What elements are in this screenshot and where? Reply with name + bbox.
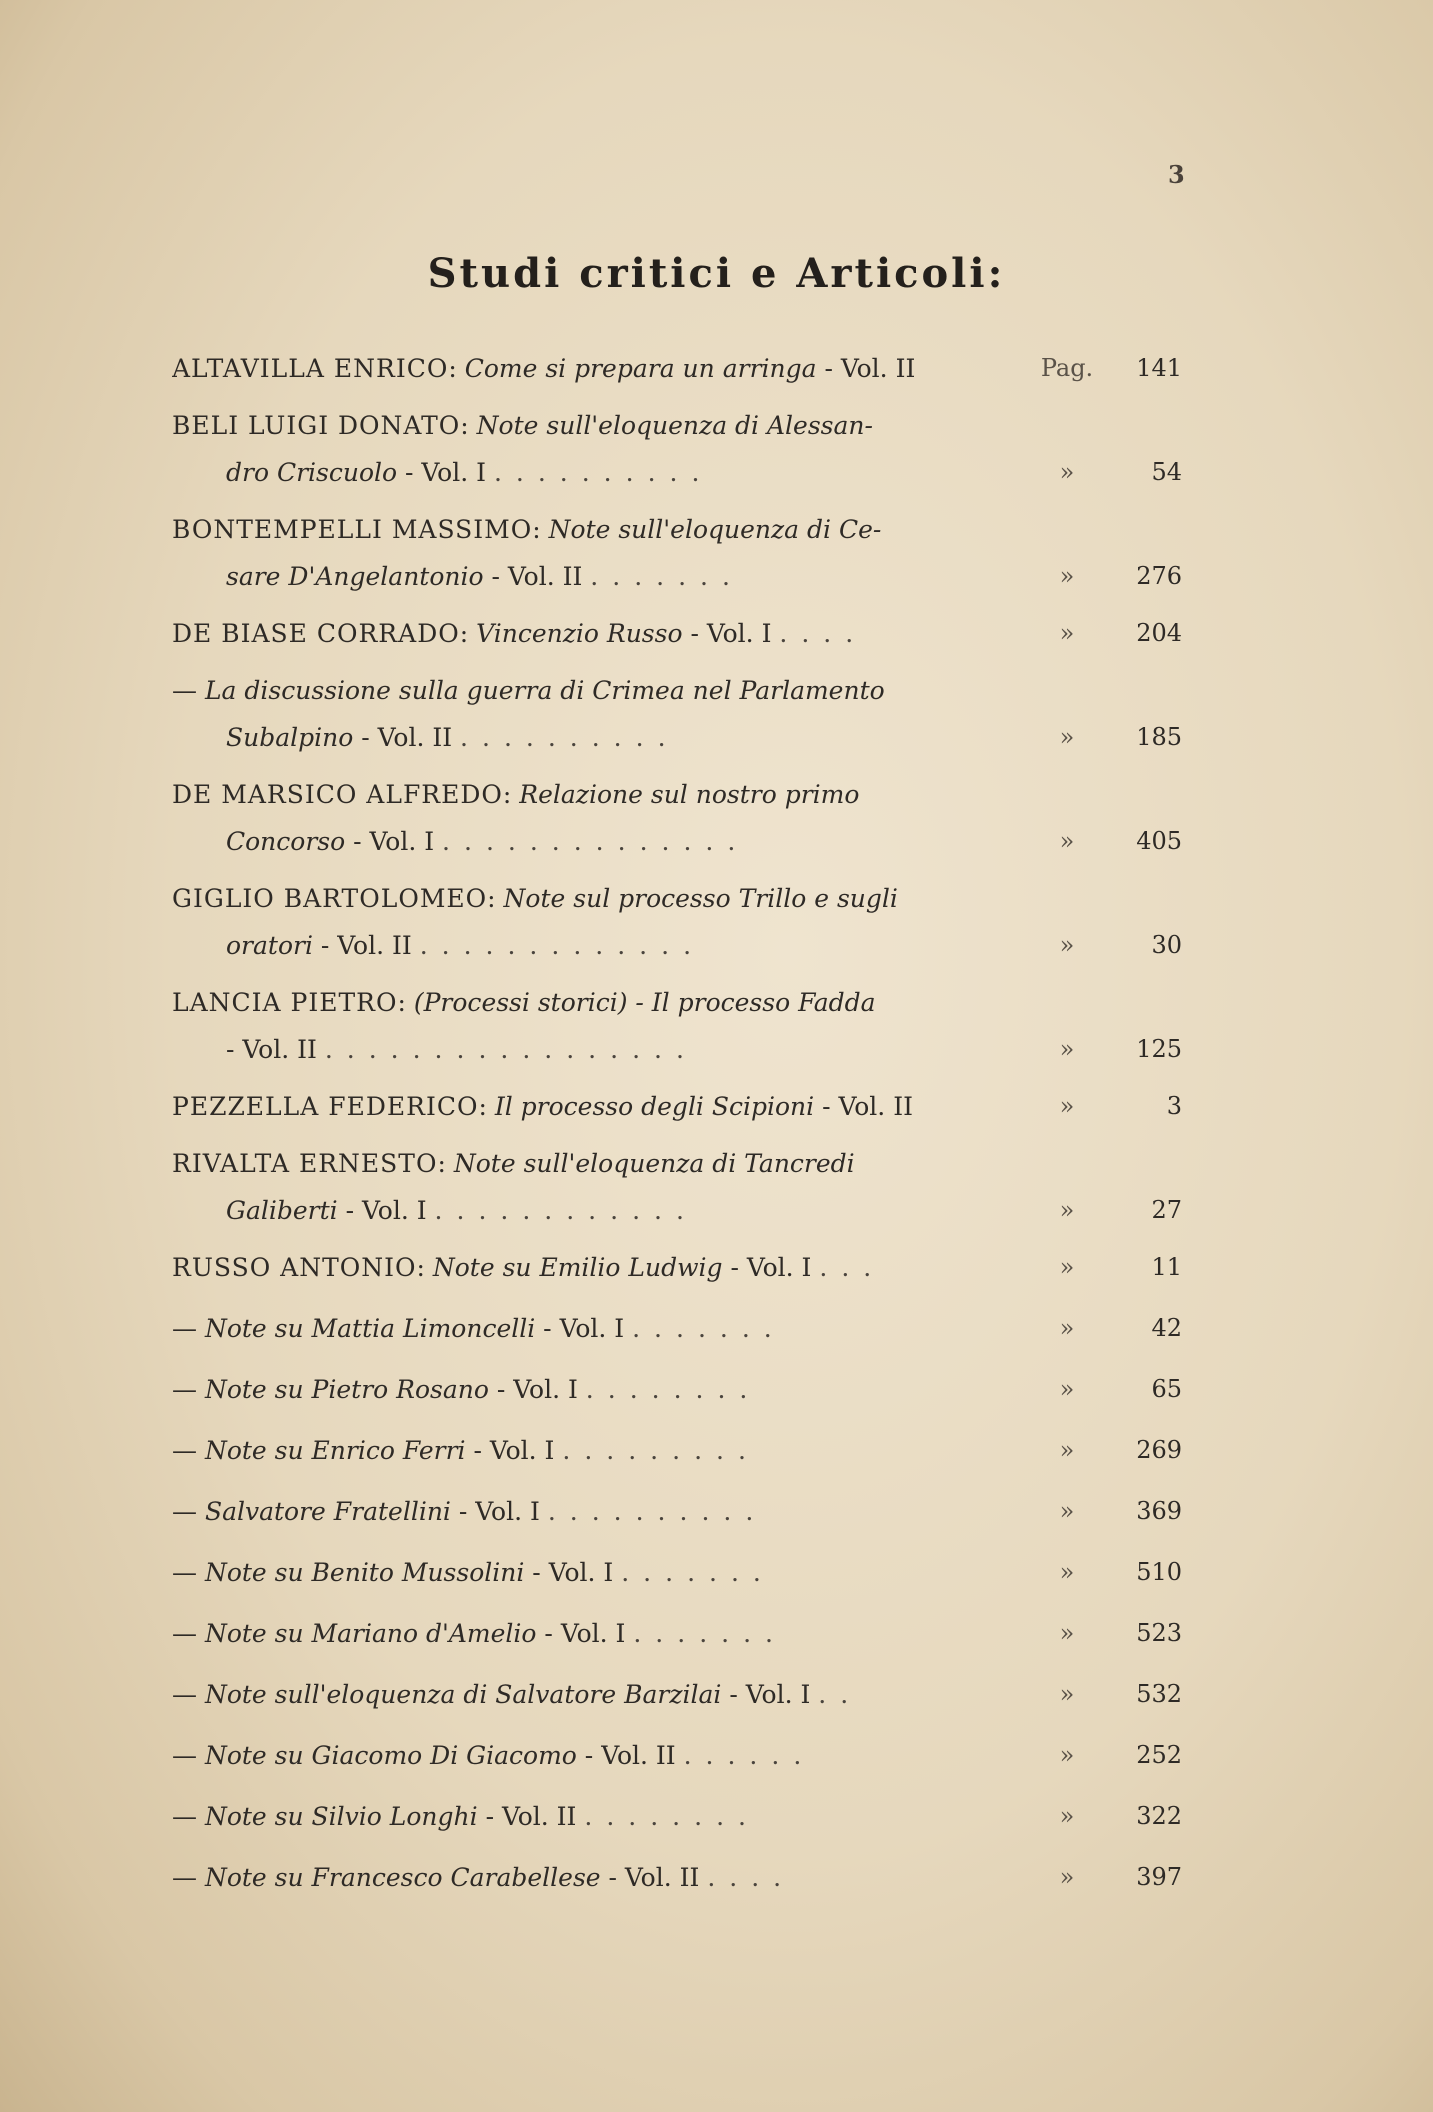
ditto-mark: » xyxy=(1059,827,1075,855)
ditto-dash: — xyxy=(172,1802,197,1831)
entry-title: Note sull'eloquenza di Alessan- xyxy=(476,411,873,440)
entry-page: 30 xyxy=(1151,931,1182,959)
index-entry: ALTAVILLA ENRICO: Come si prepara un arringa - Vol. II Pag. 141 xyxy=(172,345,1182,392)
index-entry: LANCIA PIETRO: (Processi storici) - Il processo Fadda - Vol. II ................. » 125 xyxy=(172,979,1182,1073)
ditto-mark: » xyxy=(1059,1863,1075,1891)
entry-title-continued: oratori xyxy=(226,931,313,960)
index-entry: — Note su Giacomo Di Giacomo - Vol. II ...... » 252 xyxy=(172,1732,1182,1779)
entry-volume: Vol. I xyxy=(421,458,486,487)
ditto-dash: — xyxy=(172,1375,197,1404)
entry-author: BONTEMPELLI MASSIMO xyxy=(172,515,533,544)
entry-volume: Vol. II xyxy=(242,1035,317,1064)
entry-title: Note su Giacomo Di Giacomo xyxy=(204,1741,577,1770)
entry-volume: Vol. I xyxy=(489,1436,555,1465)
entry-volume: Vol. I xyxy=(559,1314,625,1343)
index-entry: PEZZELLA FEDERICO: Il processo degli Scipioni - Vol. II » 3 xyxy=(172,1083,1182,1130)
index-entry: DE MARSICO ALFREDO: Relazione sul nostro primo Concorso - Vol. I .............. » 405 xyxy=(172,771,1182,865)
entry-title-continued: Galiberti xyxy=(226,1196,338,1225)
entry-title: Note su Silvio Longhi xyxy=(204,1802,478,1831)
leader-dots: ............ xyxy=(434,1196,698,1225)
entry-volume: Vol. I xyxy=(369,827,435,856)
ditto-dash: — xyxy=(172,1741,197,1770)
entry-volume: Vol. I xyxy=(745,1680,811,1709)
leader-dots: .... xyxy=(779,619,868,648)
ditto-mark: » xyxy=(1059,458,1075,486)
leader-dots: .......... xyxy=(460,723,680,752)
entry-volume: Vol. II xyxy=(840,354,916,383)
ditto-mark: » xyxy=(1059,1253,1075,1281)
leader-dots: .............. xyxy=(442,827,750,856)
ditto-mark: » xyxy=(1059,562,1075,590)
entry-author: DE BIASE CORRADO xyxy=(172,619,460,648)
ditto-mark: » xyxy=(1059,1375,1075,1403)
entry-volume: Vol. I xyxy=(475,1497,540,1526)
entry-title: Note sul processo Trillo e sugli xyxy=(503,884,898,913)
entry-title: Note sull'eloquenza di Tancredi xyxy=(453,1149,855,1178)
entry-title: Il processo degli Scipioni xyxy=(494,1092,815,1121)
entry-page: 125 xyxy=(1136,1035,1182,1063)
ditto-mark: » xyxy=(1059,723,1075,751)
ditto-mark: » xyxy=(1059,619,1075,647)
leader-dots: ...... xyxy=(683,1741,816,1770)
index-entry: — Note su Mariano d'Amelio - Vol. I ....... » 523 xyxy=(172,1610,1182,1657)
entry-volume: Vol. II xyxy=(337,931,412,960)
leader-dots: .... xyxy=(707,1863,796,1892)
entry-page: 397 xyxy=(1136,1863,1182,1891)
entry-volume: Vol. II xyxy=(377,723,453,752)
entry-author: RUSSO ANTONIO xyxy=(172,1253,417,1282)
entry-title: Note su Emilio Ludwig xyxy=(432,1253,723,1282)
leader-dots: .. xyxy=(818,1680,863,1709)
entry-volume: Vol. II xyxy=(838,1092,913,1121)
leader-dots: ....... xyxy=(633,1619,787,1648)
entry-title: Note su Benito Mussolini xyxy=(204,1558,525,1587)
leader-dots: ........ xyxy=(585,1375,762,1404)
ditto-dash: — xyxy=(172,676,197,705)
entry-title: Note su Mattia Limoncelli xyxy=(204,1314,536,1343)
ditto-dash: — xyxy=(172,1680,197,1709)
ditto-dash: — xyxy=(172,1497,197,1526)
index-entry: — Salvatore Fratellini - Vol. I .......... » 369 xyxy=(172,1488,1182,1535)
entry-page: 369 xyxy=(1136,1497,1182,1525)
entry-page: 141 xyxy=(1136,354,1182,382)
entry-page: 276 xyxy=(1136,562,1182,590)
entry-page: 65 xyxy=(1151,1375,1182,1403)
entry-title: Note su Pietro Rosano xyxy=(204,1375,489,1404)
ditto-mark: » xyxy=(1059,1035,1075,1063)
index-entry: — La discussione sulla guerra di Crimea nel Parlamento Subalpino - Vol. II .......... » 185 xyxy=(172,667,1182,761)
entry-volume: Vol. I xyxy=(706,619,772,648)
leader-dots: ... xyxy=(819,1253,886,1282)
entry-title: Note sull'eloquenza di Ce- xyxy=(548,515,882,544)
ditto-dash: — xyxy=(172,1558,197,1587)
entry-volume: Vol. I xyxy=(513,1375,578,1404)
index-entry: RUSSO ANTONIO: Note su Emilio Ludwig - Vol. I ... » 11 xyxy=(172,1244,1182,1291)
entry-title-continued: Subalpino xyxy=(226,723,354,752)
ditto-mark: » xyxy=(1059,1802,1075,1830)
entry-author: RIVALTA ERNESTO xyxy=(172,1149,438,1178)
entry-volume: Vol. II xyxy=(501,1802,577,1831)
index-entry: DE BIASE CORRADO: Vincenzio Russo - Vol. I .... » 204 xyxy=(172,610,1182,657)
leader-dots: .......... xyxy=(493,458,714,487)
ditto-dash: — xyxy=(172,1863,197,1892)
entry-title-continued: sare D'Angelantonio xyxy=(226,562,484,591)
entry-page: 252 xyxy=(1136,1741,1182,1769)
entry-title: Come si prepara un arringa xyxy=(464,354,817,383)
leader-dots: ....... xyxy=(621,1558,775,1587)
entry-author: ALTAVILLA ENRICO xyxy=(172,354,449,383)
ditto-mark: » xyxy=(1059,931,1075,959)
ditto-dash: — xyxy=(172,1436,197,1465)
ditto-mark: » xyxy=(1059,1314,1075,1342)
ditto-dash: — xyxy=(172,1314,197,1343)
index-entry: RIVALTA ERNESTO: Note sull'eloquenza di Tancredi Galiberti - Vol. I ............ » 27 xyxy=(172,1140,1182,1234)
index-entry: — Note su Silvio Longhi - Vol. II ........ » 322 xyxy=(172,1793,1182,1840)
entry-author: LANCIA PIETRO xyxy=(172,988,398,1017)
ditto-mark: » xyxy=(1059,1558,1075,1586)
entry-author: GIGLIO BARTOLOMEO xyxy=(172,884,488,913)
index-entry: — Note su Enrico Ferri - Vol. I ......... » 269 xyxy=(172,1427,1182,1474)
index-entries xyxy=(172,345,1182,1915)
entry-page: 322 xyxy=(1136,1802,1182,1830)
ditto-mark: » xyxy=(1059,1741,1075,1769)
entry-page: 532 xyxy=(1136,1680,1182,1708)
leader-dots: ....... xyxy=(632,1314,786,1343)
entry-author: PEZZELLA FEDERICO xyxy=(172,1092,479,1121)
entry-title: La discussione sulla guerra di Crimea nel Parlamento xyxy=(204,676,885,705)
entry-volume: Vol. II xyxy=(507,562,583,591)
entry-title: Salvatore Fratellini xyxy=(204,1497,451,1526)
entry-page: 185 xyxy=(1136,723,1182,751)
entry-page: 3 xyxy=(1166,1092,1182,1120)
entry-title: Note su Enrico Ferri xyxy=(204,1436,466,1465)
entry-page: 510 xyxy=(1136,1558,1182,1586)
index-entry: — Note su Benito Mussolini - Vol. I ....... » 510 xyxy=(172,1549,1182,1596)
ditto-mark: » xyxy=(1059,1680,1075,1708)
leader-dots: .......... xyxy=(547,1497,768,1526)
entry-page: 27 xyxy=(1151,1196,1182,1224)
ditto-mark: » xyxy=(1059,1436,1075,1464)
entry-volume: Vol. I xyxy=(746,1253,812,1282)
entry-page: 54 xyxy=(1151,458,1182,486)
page-label: Pag. xyxy=(1040,354,1094,382)
entry-volume: Vol. II xyxy=(601,1741,676,1770)
entry-page: 523 xyxy=(1136,1619,1182,1647)
entry-title-continued: dro Criscuolo xyxy=(226,458,398,487)
leader-dots: ......... xyxy=(562,1436,760,1465)
index-entry: — Note sull'eloquenza di Salvatore Barzilai - Vol. I .. » 532 xyxy=(172,1671,1182,1718)
entry-title: Note sull'eloquenza di Salvatore Barzilai xyxy=(204,1680,722,1709)
ditto-mark: » xyxy=(1059,1497,1075,1525)
entry-author: DE MARSICO ALFREDO xyxy=(172,780,503,809)
entry-title: Note su Mariano d'Amelio xyxy=(204,1619,537,1648)
ditto-mark: » xyxy=(1059,1619,1075,1647)
entry-title: Note su Francesco Carabellese xyxy=(204,1863,601,1892)
section-heading: Studi critici e Articoli: xyxy=(427,250,1006,297)
index-entry: — Note su Francesco Carabellese - Vol. II .... » 397 xyxy=(172,1854,1182,1901)
index-entry: — Note su Pietro Rosano - Vol. I ........ » 65 xyxy=(172,1366,1182,1413)
page-number: 3 xyxy=(1168,160,1185,189)
leader-dots: ....... xyxy=(590,562,744,591)
ditto-mark: » xyxy=(1059,1196,1075,1224)
leader-dots: ............. xyxy=(419,931,706,960)
index-entry: — Note su Mattia Limoncelli - Vol. I ....... » 42 xyxy=(172,1305,1182,1352)
entry-volume: Vol. I xyxy=(362,1196,427,1225)
entry-author: BELI LUIGI DONATO xyxy=(172,411,461,440)
entry-page: 204 xyxy=(1136,619,1182,647)
index-entry: GIGLIO BARTOLOMEO: Note sul processo Trillo e sugli oratori - Vol. II ............. » 30 xyxy=(172,875,1182,969)
entry-title-continued: Concorso xyxy=(226,827,346,856)
entry-volume: Vol. I xyxy=(548,1558,614,1587)
index-entry: BONTEMPELLI MASSIMO: Note sull'eloquenza di Ce- sare D'Angelantonio - Vol. II ....... » 276 xyxy=(172,506,1182,600)
ditto-dash: — xyxy=(172,1619,197,1648)
entry-page: 405 xyxy=(1136,827,1182,855)
entry-volume: Vol. II xyxy=(624,1863,700,1892)
entry-title: Relazione sul nostro primo xyxy=(519,780,860,809)
entry-page: 269 xyxy=(1136,1436,1182,1464)
entry-page: 42 xyxy=(1151,1314,1182,1342)
index-entry: BELI LUIGI DONATO: Note sull'eloquenza di Alessan- dro Criscuolo - Vol. I .......... » 54 xyxy=(172,402,1182,496)
ditto-mark: » xyxy=(1059,1092,1075,1120)
entry-volume: Vol. I xyxy=(560,1619,626,1648)
leader-dots: ........ xyxy=(584,1802,760,1831)
leader-dots: ................. xyxy=(324,1035,698,1064)
entry-title: Vincenzio Russo xyxy=(476,619,683,648)
entry-title: (Processi storici) - Il processo Fadda xyxy=(413,988,876,1017)
entry-page: 11 xyxy=(1151,1253,1182,1281)
